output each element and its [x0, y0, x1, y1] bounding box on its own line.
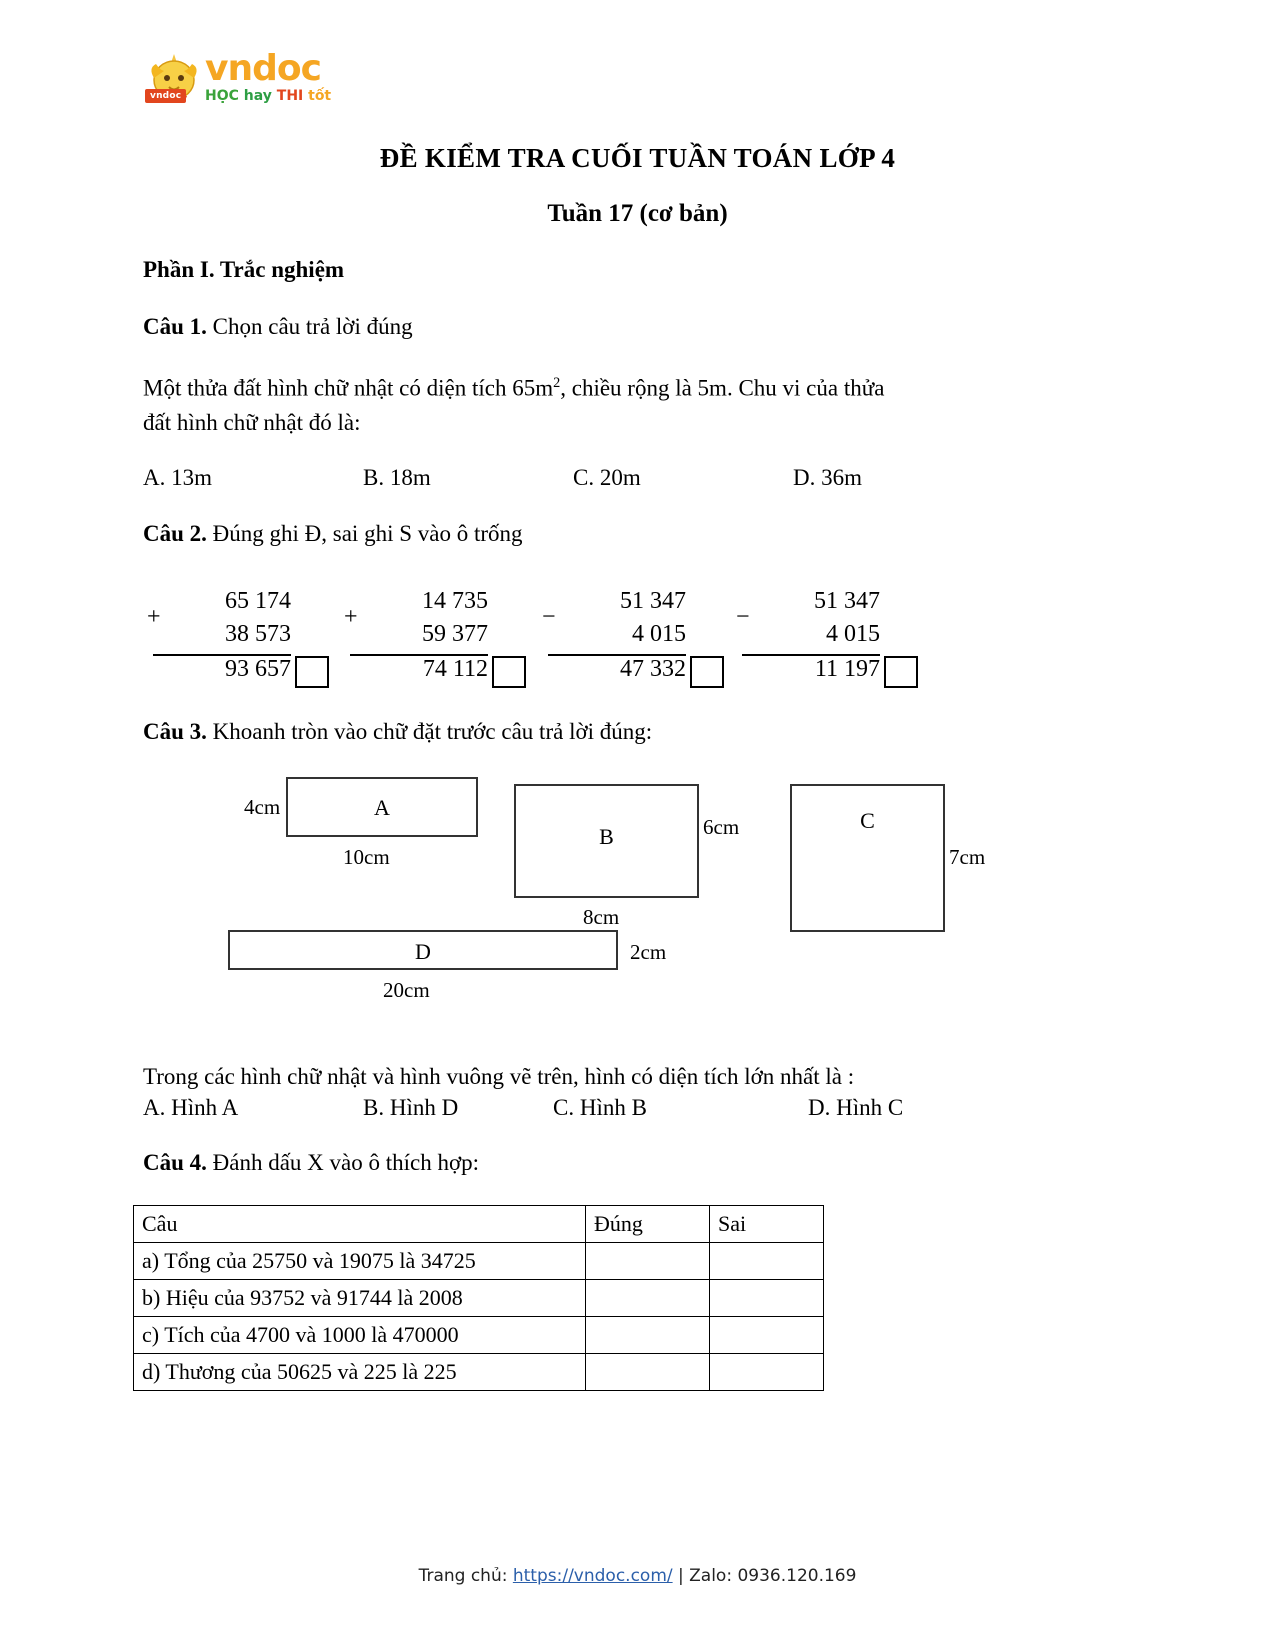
row-c-text: c) Tích của 4700 và 1000 là 470000 [134, 1317, 586, 1354]
sum-1-operand-1: 65 174 [225, 588, 291, 614]
q1-option-d[interactable]: D. 36m [793, 465, 862, 490]
question-3-heading [143, 715, 652, 749]
question-3-label: Câu 3. [143, 719, 207, 744]
sum-1-operator: + [147, 604, 161, 630]
tagline-hoc: HỌC [205, 88, 239, 104]
question-1-superscript: 2 [553, 375, 561, 391]
sum-4-answer-box[interactable] [884, 656, 918, 688]
figure-b-height-label: 6cm [703, 815, 740, 839]
sum-3-operand-2: 4 015 [632, 621, 686, 647]
sum-4-operand-1: 51 347 [814, 588, 880, 614]
question-1-heading [143, 310, 413, 344]
tagline-tot: tốt [308, 88, 332, 104]
q1-option-c[interactable]: C. 20m [573, 465, 641, 490]
row-c-sai-cell[interactable] [710, 1317, 824, 1354]
figure-c-rect [790, 784, 945, 932]
sum-2-answer-box[interactable] [492, 656, 526, 688]
tagline-thi: THI [276, 88, 304, 104]
sum-2-operand-1: 14 735 [422, 588, 488, 614]
question-4-table [133, 1205, 824, 1391]
sum-3-operand-1: 51 347 [620, 588, 686, 614]
sum-column-1 [143, 580, 318, 685]
row-d-dung-cell[interactable] [586, 1354, 710, 1391]
footer-suffix: | Zalo: 0936.120.169 [672, 1566, 857, 1586]
part1-heading: Phần I. Trắc nghiệm [143, 257, 345, 282]
question-1-body-part-b: , chiều rộng là 5m. Chu vi của thửa [560, 375, 885, 401]
table-row [134, 1317, 824, 1354]
footer-website-link[interactable]: https://vndoc.com/ [512, 1566, 673, 1586]
figure-d-letter: D [415, 939, 431, 964]
sum-1-operand-2: 38 573 [225, 621, 291, 647]
question-2-label: Câu 2. [143, 521, 207, 546]
sum-3-operator: − [542, 604, 556, 630]
tagline-hay: hay [243, 88, 272, 104]
sum-2-operand-2: 59 377 [422, 621, 488, 647]
sum-1-result: 93 657 [225, 656, 291, 682]
logo-wordmark: vndoc [205, 48, 321, 89]
q3-option-a[interactable]: A. Hình A [143, 1095, 239, 1120]
figure-b-rect [514, 784, 699, 898]
q3-option-d[interactable]: D. Hình C [808, 1095, 904, 1120]
table-row [134, 1354, 824, 1391]
figure-a-rect [286, 777, 478, 837]
figure-a-width-label: 10cm [343, 845, 390, 869]
question-1-body [143, 366, 1043, 440]
question-2-heading [143, 517, 523, 551]
page-subtitle: Tuần 17 (cơ bản) [547, 200, 728, 227]
sum-2-operator: + [344, 604, 358, 630]
question-2-sums [143, 580, 1043, 690]
q1-option-a[interactable]: A. 13m [143, 465, 212, 490]
question-3-question: Trong các hình chữ nhật và hình vuông vẽ trên, hình có diện tích lớn nhất là : [143, 1064, 855, 1089]
row-a-sai-cell[interactable] [710, 1243, 824, 1280]
sum-column-4 [732, 580, 907, 685]
question-3-prompt: Khoanh tròn vào chữ đặt trước câu trả lời đúng: [212, 719, 653, 744]
figure-c-height-label: 7cm [949, 845, 986, 869]
logo-badge-label: vndoc [145, 89, 186, 103]
sum-4-operator: − [736, 604, 750, 630]
sum-4-result: 11 197 [814, 656, 880, 682]
page-footer [0, 1566, 1275, 1586]
figure-d-height-label: 2cm [630, 940, 667, 964]
question-3-figures [143, 765, 1103, 1030]
table-header-sai: Sai [710, 1206, 824, 1243]
figure-b-width-label: 8cm [583, 905, 620, 929]
figure-a-height-label: 4cm [244, 795, 281, 819]
sum-column-3 [538, 580, 713, 685]
row-b-sai-cell[interactable] [710, 1280, 824, 1317]
row-d-sai-cell[interactable] [710, 1354, 824, 1391]
figure-b-letter: B [599, 824, 614, 849]
sum-4-operand-2: 4 015 [826, 621, 880, 647]
sum-2-result: 74 112 [422, 656, 488, 682]
sum-column-2 [340, 580, 515, 685]
logo-tagline [205, 88, 331, 104]
question-4-label: Câu 4. [143, 1150, 207, 1175]
question-2-prompt: Đúng ghi Đ, sai ghi S vào ô trống [212, 521, 523, 546]
figure-a-letter: A [374, 795, 390, 820]
footer-prefix: Trang chủ: [418, 1566, 513, 1586]
row-c-dung-cell[interactable] [586, 1317, 710, 1354]
question-1-label: Câu 1. [143, 314, 207, 339]
table-header-row [134, 1206, 824, 1243]
question-1-body-part-a: Một thửa đất hình chữ nhật có diện tích 65m [143, 375, 554, 401]
question-4-heading [143, 1146, 479, 1180]
row-b-text: b) Hiệu của 93752 và 91744 là 2008 [134, 1280, 586, 1317]
question-4-prompt: Đánh dấu X vào ô thích hợp: [212, 1150, 480, 1175]
table-row [134, 1243, 824, 1280]
row-a-text: a) Tổng của 25750 và 19075 là 34725 [134, 1243, 586, 1280]
sum-3-result: 47 332 [620, 656, 686, 682]
question-1-prompt: Chọn câu trả lời đúng [212, 314, 413, 339]
row-a-dung-cell[interactable] [586, 1243, 710, 1280]
q3-option-c[interactable]: C. Hình B [553, 1095, 647, 1120]
figure-c-letter: C [860, 808, 875, 833]
row-d-text: d) Thương của 50625 và 225 là 225 [134, 1354, 586, 1391]
q1-option-b[interactable]: B. 18m [363, 465, 431, 490]
table-row [134, 1280, 824, 1317]
table-header-cau: Câu [134, 1206, 586, 1243]
table-header-dung: Đúng [586, 1206, 710, 1243]
row-b-dung-cell[interactable] [586, 1280, 710, 1317]
sum-1-answer-box[interactable] [295, 656, 329, 688]
vndoc-logo [143, 48, 373, 114]
q3-option-b[interactable]: B. Hình D [363, 1095, 459, 1120]
page-title: ĐỀ KIỂM TRA CUỐI TUẦN TOÁN LỚP 4 [379, 143, 896, 173]
figure-d-width-label: 20cm [383, 978, 430, 1002]
question-1-body-line2: đất hình chữ nhật đó là: [143, 409, 361, 435]
sum-3-answer-box[interactable] [690, 656, 724, 688]
figure-d-rect [228, 930, 618, 970]
